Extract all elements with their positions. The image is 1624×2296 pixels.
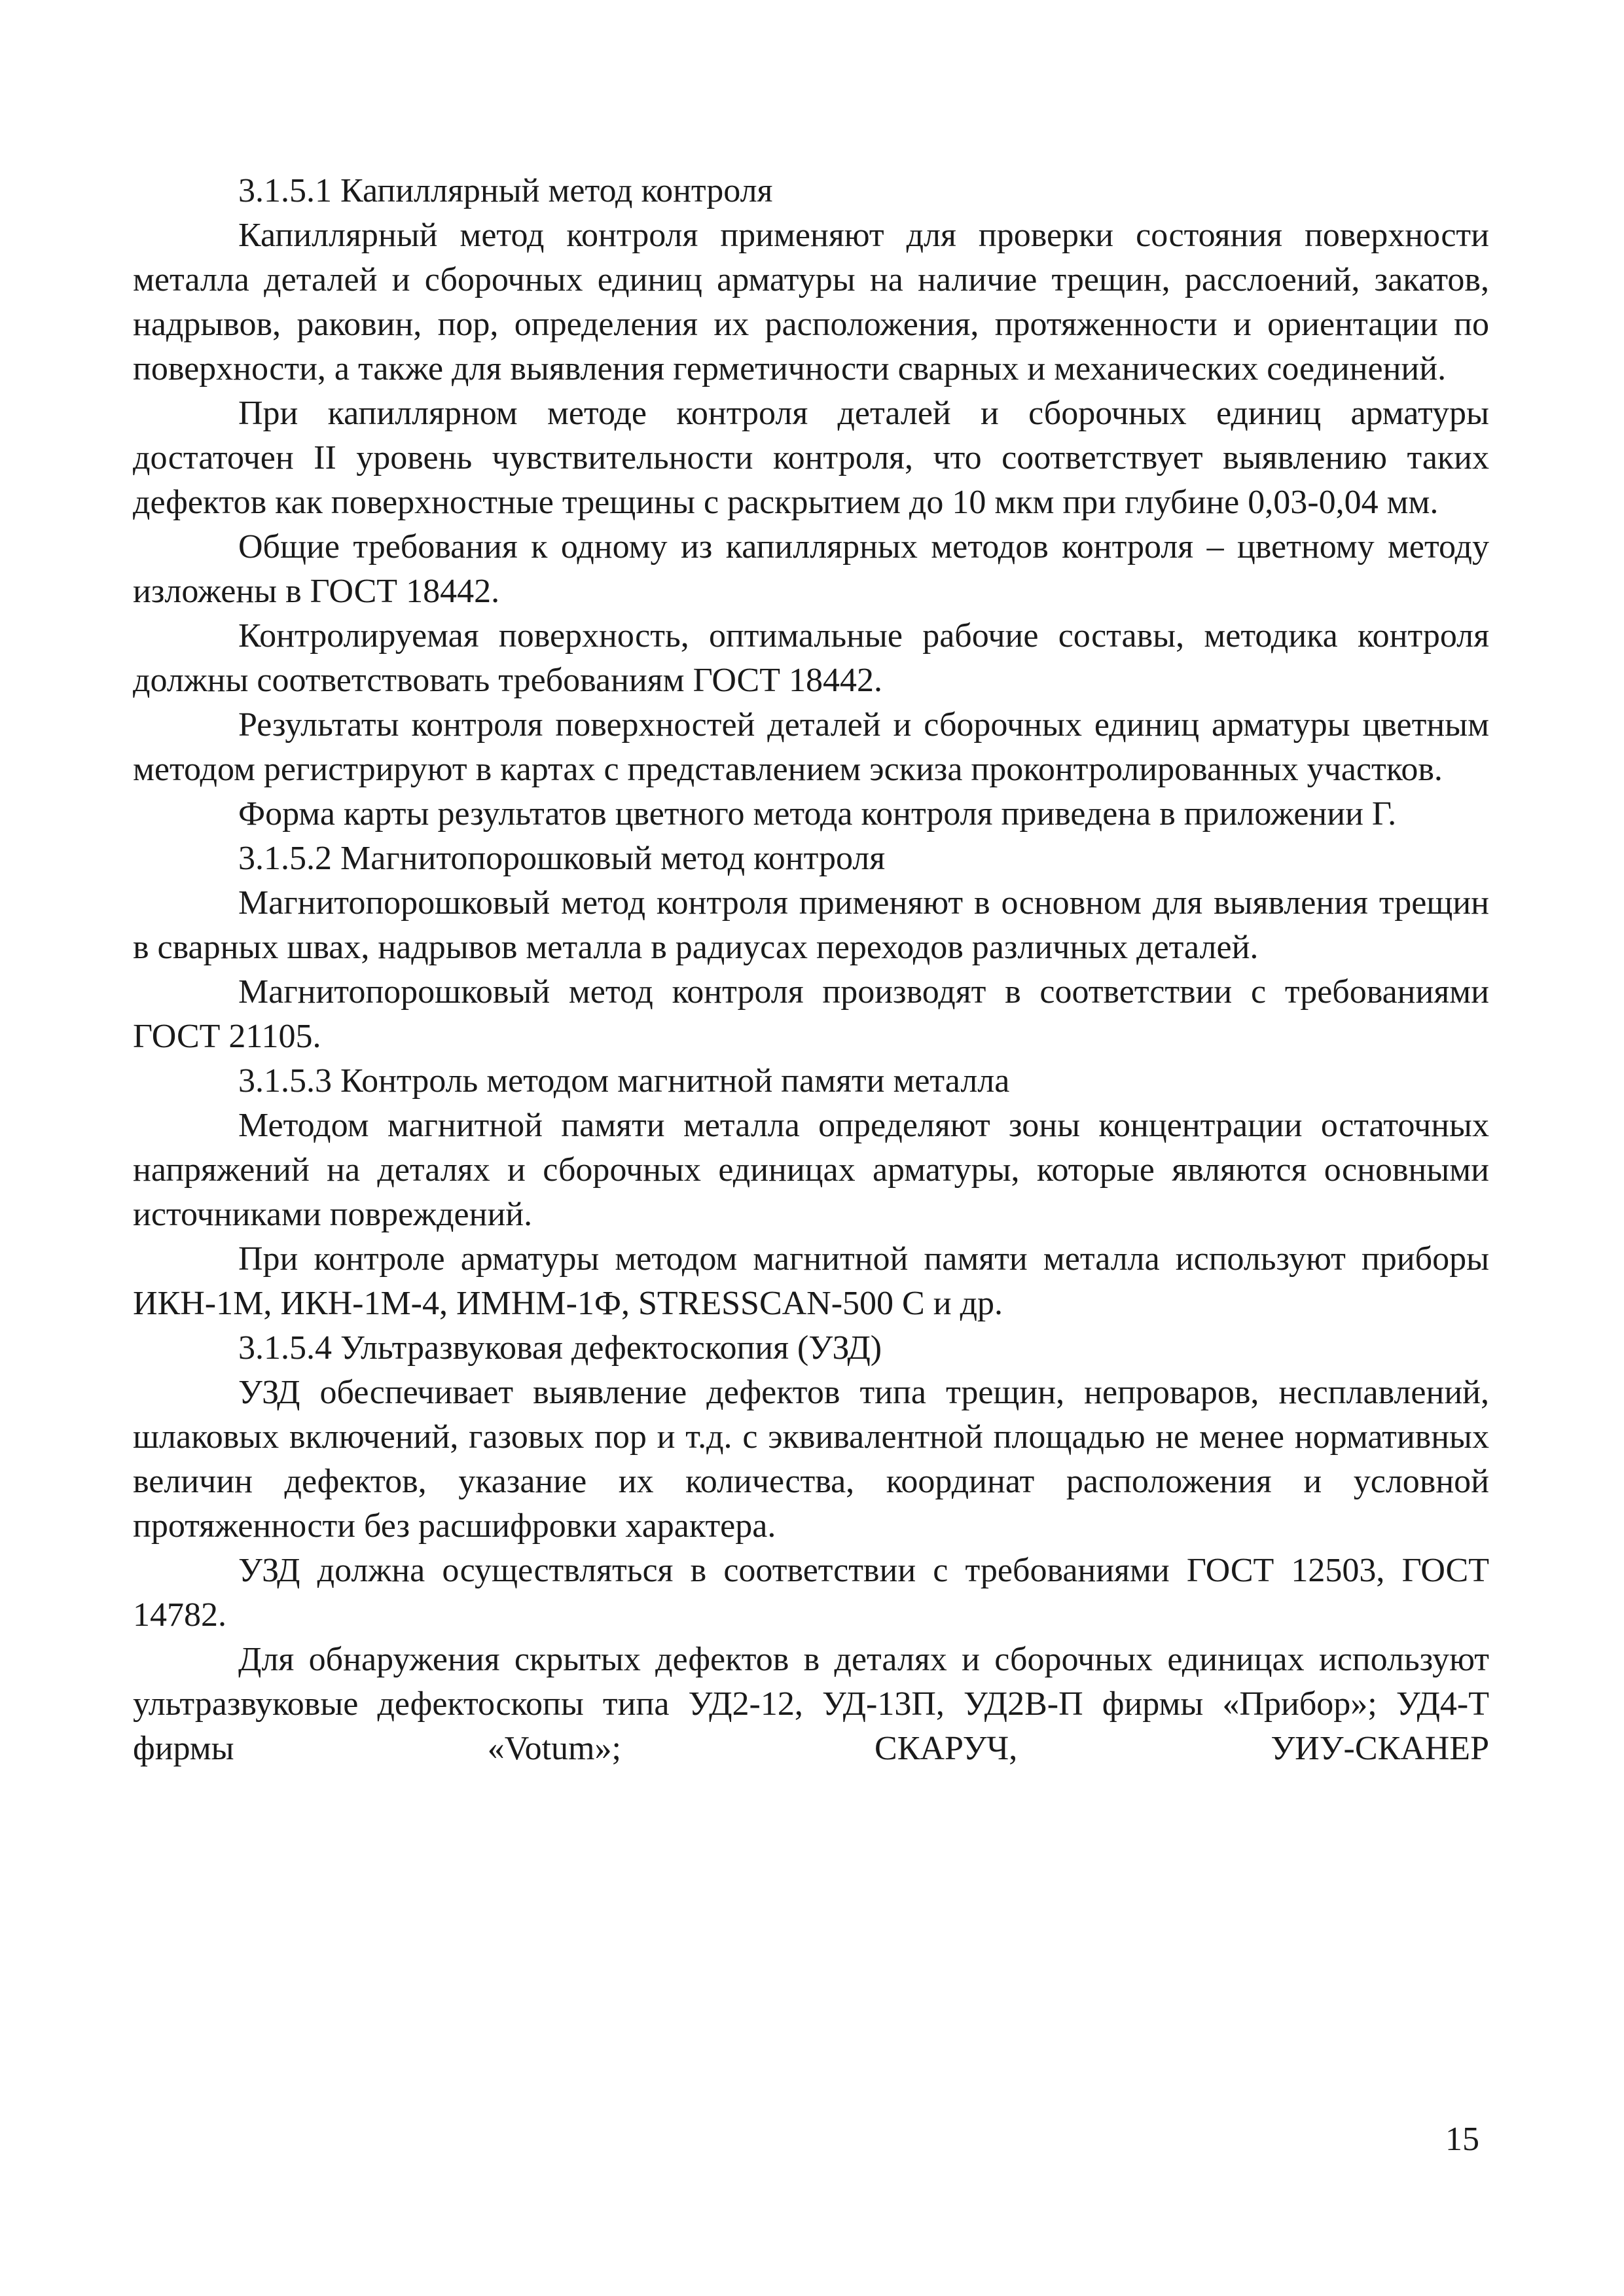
paragraph: УЗД обеспечивает выявление дефектов типа трещин, непроваров, несплавлений, шлаковых включений, газовых пор и т.д. с эквивалентной площадью не менее нормативных величин дефектов, указание их количества, координат расположения и условной протяженности без расшифровки характера. [133, 1374, 1489, 1545]
paragraph: Общие требования к одному из капиллярных методов контроля – цветному методу изложены в ГОСТ 18442. [133, 528, 1489, 610]
paragraph: Форма карты результатов цветного метода контроля приведена в приложении Г. [238, 795, 1397, 833]
section-heading: 3.1.5.2 Магнитопорошковый метод контроля [238, 840, 886, 877]
section-3-1-5-2 [133, 836, 1489, 1059]
paragraph: При капиллярном методе контроля деталей и сборочных единиц арматуры достаточен II уровень чувствительности контроля, что соответствует выявлению таких дефектов как поверхностные трещины с раскрытием до 10 мкм при глубине 0,03-0,04 мм. [133, 395, 1489, 521]
paragraph: При контроле арматуры методом магнитной памяти металла используют приборы ИКН-1М, ИКН-1М-4, ИМНМ-1Ф, STRESSCAN-500 С и др. [133, 1240, 1489, 1322]
section-heading: 3.1.5.3 Контроль методом магнитной памяти металла [238, 1062, 1010, 1100]
paragraph: Для обнаружения скрытых дефектов в деталях и сборочных единицах используют ультразвуковые дефектоскопы типа УД2-12, УД-13П, УД2В-П фирмы «Прибор»; УД4-Т фирмы «Votum»; СКАРУЧ, УИУ-СКАНЕР [133, 1641, 1489, 1767]
paragraph: Результаты контроля поверхностей деталей и сборочных единиц арматуры цветным методом регистрируют в картах с представлением эскиза проконтролированных участков. [133, 706, 1489, 788]
section-heading: 3.1.5.4 Ультразвуковая дефектоскопия (УЗД) [238, 1329, 882, 1367]
paragraph: Капиллярный метод контроля применяют для проверки состояния поверхности металла деталей и сборочных единиц арматуры на наличие трещин, расслоений, закатов, надрывов, раковин, пор, определения их расположения, протяженности и ориентации по поверхности, а также для выявления герметичности сварных и механических соединений. [133, 217, 1489, 387]
page-content [133, 169, 1489, 1771]
section-3-1-5-4 [133, 1326, 1489, 1771]
paragraph: Контролируемая поверхность, оптимальные рабочие составы, методика контроля должны соответствовать требованиям ГОСТ 18442. [133, 617, 1489, 699]
paragraph: Магнитопорошковый метод контроля производят в соответствии с требованиями ГОСТ 21105. [133, 973, 1489, 1055]
page-number: 15 [1445, 2121, 1479, 2158]
paragraph: УЗД должна осуществляться в соответствии с требованиями ГОСТ 12503, ГОСТ 14782. [133, 1552, 1489, 1634]
section-3-1-5-3 [133, 1059, 1489, 1326]
section-3-1-5-1 [133, 169, 1489, 836]
section-heading: 3.1.5.1 Капиллярный метод контроля [238, 172, 773, 209]
paragraph: Магнитопорошковый метод контроля применяют в основном для выявления трещин в сварных швах, надрывов металла в радиусах переходов различных деталей. [133, 884, 1489, 966]
paragraph: Методом магнитной памяти металла определяют зоны концентрации остаточных напряжений на деталях и сборочных единицах арматуры, которые являются основными источниками повреждений. [133, 1107, 1489, 1233]
